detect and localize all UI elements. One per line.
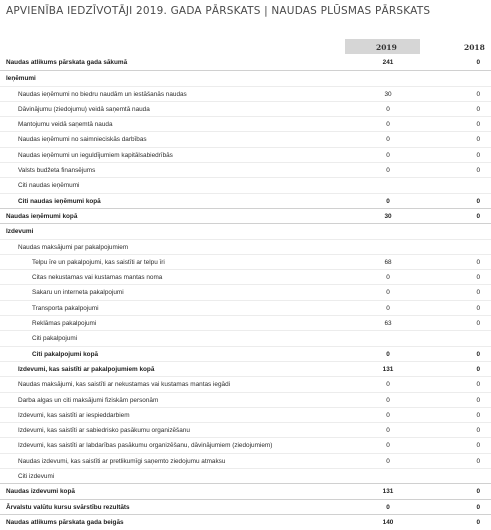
- table-row: [0, 284, 491, 299]
- value-2018: 0: [476, 59, 480, 66]
- value-2018: 0: [476, 289, 480, 297]
- row-label: Reklāmas pakalpojumi: [32, 320, 97, 328]
- value-2019: 0: [386, 381, 390, 389]
- table-row: [0, 392, 491, 407]
- table-row: [0, 147, 491, 162]
- value-2018: 0: [476, 518, 480, 526]
- value-2018: 0: [476, 381, 480, 389]
- report-title: APVIENĪBA IEDZĪVOTĀJI 2019. GADA PĀRSKATS | NAUDAS PLŪSMAS PĀRSKATS: [6, 5, 431, 17]
- table-row: [0, 300, 491, 315]
- row-label: Valsts budžeta finansējums: [18, 167, 96, 175]
- table-row: [0, 70, 491, 85]
- row-label: Naudas ieņēmumi no biedru naudām un iestāšanās naudas: [18, 90, 187, 98]
- value-2019: 0: [386, 121, 390, 129]
- value-2019: 241: [382, 59, 394, 66]
- row-label: Naudas ieņēmumi no saimnieciskās darbības: [18, 136, 147, 144]
- value-2019: 0: [386, 105, 390, 113]
- table-row: [0, 86, 491, 101]
- table-row: [0, 162, 491, 177]
- table-row: [0, 55, 491, 70]
- value-2018: 0: [476, 105, 480, 113]
- table-row: [0, 376, 491, 391]
- table-row: [0, 239, 491, 254]
- table-row: [0, 437, 491, 452]
- value-2018: 0: [476, 90, 480, 98]
- table-row: [0, 361, 491, 376]
- value-2018: 0: [476, 167, 480, 175]
- value-2019: 0: [386, 396, 390, 404]
- table-row: [0, 208, 491, 223]
- column-header-2018: 2018: [464, 43, 485, 52]
- table-row: [0, 254, 491, 269]
- value-2019: 0: [386, 136, 390, 144]
- row-label: Ieņēmumi: [6, 75, 36, 83]
- cash-flow-table: [0, 55, 491, 529]
- row-label: Naudas atlikums pārskata gada sākumā: [6, 59, 128, 66]
- row-label: Naudas maksājumi par pakalpojumiem: [18, 243, 129, 251]
- value-2019: 0: [386, 427, 390, 435]
- table-row: [0, 422, 491, 437]
- value-2018: 0: [476, 411, 480, 419]
- value-2018: 0: [476, 503, 480, 511]
- row-label: Citas nekustamas vai kustamas mantas noma: [32, 274, 163, 282]
- value-2019: 0: [386, 350, 390, 358]
- row-label: Izdevumi, kas saistīti ar iespieddarbiem: [18, 411, 130, 419]
- value-2018: 0: [476, 121, 480, 129]
- value-2019: 131: [382, 488, 394, 496]
- row-label: Izdevumi, kas saistīti ar sabiedrisko pasākumu organizēšanu: [18, 427, 190, 435]
- row-label: Mantojumu veidā saņemtā nauda: [18, 121, 113, 129]
- value-2019: 30: [384, 90, 392, 98]
- row-label: Citi naudas ieņēmumi: [18, 182, 80, 190]
- value-2018: 0: [476, 151, 480, 159]
- value-2018: 0: [476, 274, 480, 282]
- row-label: Sakaru un interneta pakalpojumi: [32, 289, 124, 297]
- row-label: Naudas atlikums pārskata gada beigās: [6, 518, 124, 526]
- value-2019: 0: [386, 289, 390, 297]
- value-2018: 0: [476, 488, 480, 496]
- table-row: [0, 223, 491, 238]
- table-row: [0, 101, 491, 116]
- value-2018: 0: [476, 136, 480, 144]
- value-2018: 0: [476, 212, 480, 220]
- table-row: [0, 269, 491, 284]
- value-2018: 0: [476, 365, 480, 373]
- value-2019: 0: [386, 304, 390, 312]
- value-2019: 131: [382, 365, 394, 373]
- row-label: Izdevumi, kas saistīti ar labdarības pasākumu organizēšanu, dāvinājumiem (ziedojumiem): [18, 442, 273, 450]
- row-label: Dāvinājumu (ziedojumu) veidā saņemtā nauda: [18, 105, 150, 113]
- value-2019: 0: [386, 442, 390, 450]
- table-row: [0, 315, 491, 330]
- row-label: Ārvalstu valūtu kursu svārstību rezultāts: [6, 503, 130, 511]
- value-2018: 0: [476, 396, 480, 404]
- value-2019: 0: [386, 503, 390, 511]
- table-row: [0, 483, 491, 498]
- value-2019: 68: [384, 258, 392, 266]
- table-row: [0, 131, 491, 146]
- row-label: Telpu īre un pakalpojumi, kas saistīti ar telpu īri: [32, 258, 165, 266]
- value-2018: 0: [476, 258, 480, 266]
- value-2019: 0: [386, 457, 390, 465]
- row-label: Citi naudas ieņēmumi kopā: [18, 197, 101, 205]
- value-2018: 0: [476, 427, 480, 435]
- value-2019: 0: [386, 197, 390, 205]
- table-row: [0, 468, 491, 483]
- row-label: Citi pakalpojumi: [32, 335, 78, 343]
- row-label: Naudas ieņēmumi kopā: [6, 212, 78, 220]
- row-label: Izdevumi: [6, 228, 34, 236]
- value-2018: 0: [476, 457, 480, 465]
- value-2019: 0: [386, 167, 390, 175]
- table-row: [0, 346, 491, 361]
- row-label: Naudas ieņēmumi un ieguldījumiem kapitālsabiedrībās: [18, 151, 173, 159]
- value-2019: 0: [386, 274, 390, 282]
- value-2018: 0: [476, 320, 480, 328]
- table-row: [0, 116, 491, 131]
- value-2019: 30: [384, 212, 392, 220]
- table-row: [0, 193, 491, 208]
- value-2018: 0: [476, 197, 480, 205]
- row-label: Citi izdevumi: [18, 473, 55, 481]
- row-label: Transporta pakalpojumi: [32, 304, 99, 312]
- row-label: Citi pakalpojumi kopā: [32, 350, 99, 358]
- table-row: [0, 177, 491, 192]
- table-row: [0, 407, 491, 422]
- value-2019: 0: [386, 411, 390, 419]
- row-label: Izdevumi, kas saistīti ar pakalpojumiem kopā: [18, 365, 155, 373]
- row-label: Naudas izdevumi kopā: [6, 488, 75, 496]
- row-label: Naudas izdevumi, kas saistīti ar pretlikumīgi saņemto ziedojumu atmaksu: [18, 457, 226, 465]
- value-2019: 0: [386, 151, 390, 159]
- value-2018: 0: [476, 442, 480, 450]
- row-label: Darba algas un citi maksājumi fiziskām personām: [18, 396, 159, 404]
- table-row: [0, 330, 491, 345]
- row-label: Naudas maksājumi, kas saistīti ar nekustamas vai kustamas mantas iegādi: [18, 381, 231, 389]
- value-2018: 0: [476, 350, 480, 358]
- value-2018: 0: [476, 304, 480, 312]
- value-2019: 63: [384, 320, 392, 328]
- column-header-2019: 2019: [376, 43, 397, 52]
- table-row: [0, 499, 491, 514]
- value-2019: 140: [382, 518, 394, 526]
- table-row: [0, 453, 491, 468]
